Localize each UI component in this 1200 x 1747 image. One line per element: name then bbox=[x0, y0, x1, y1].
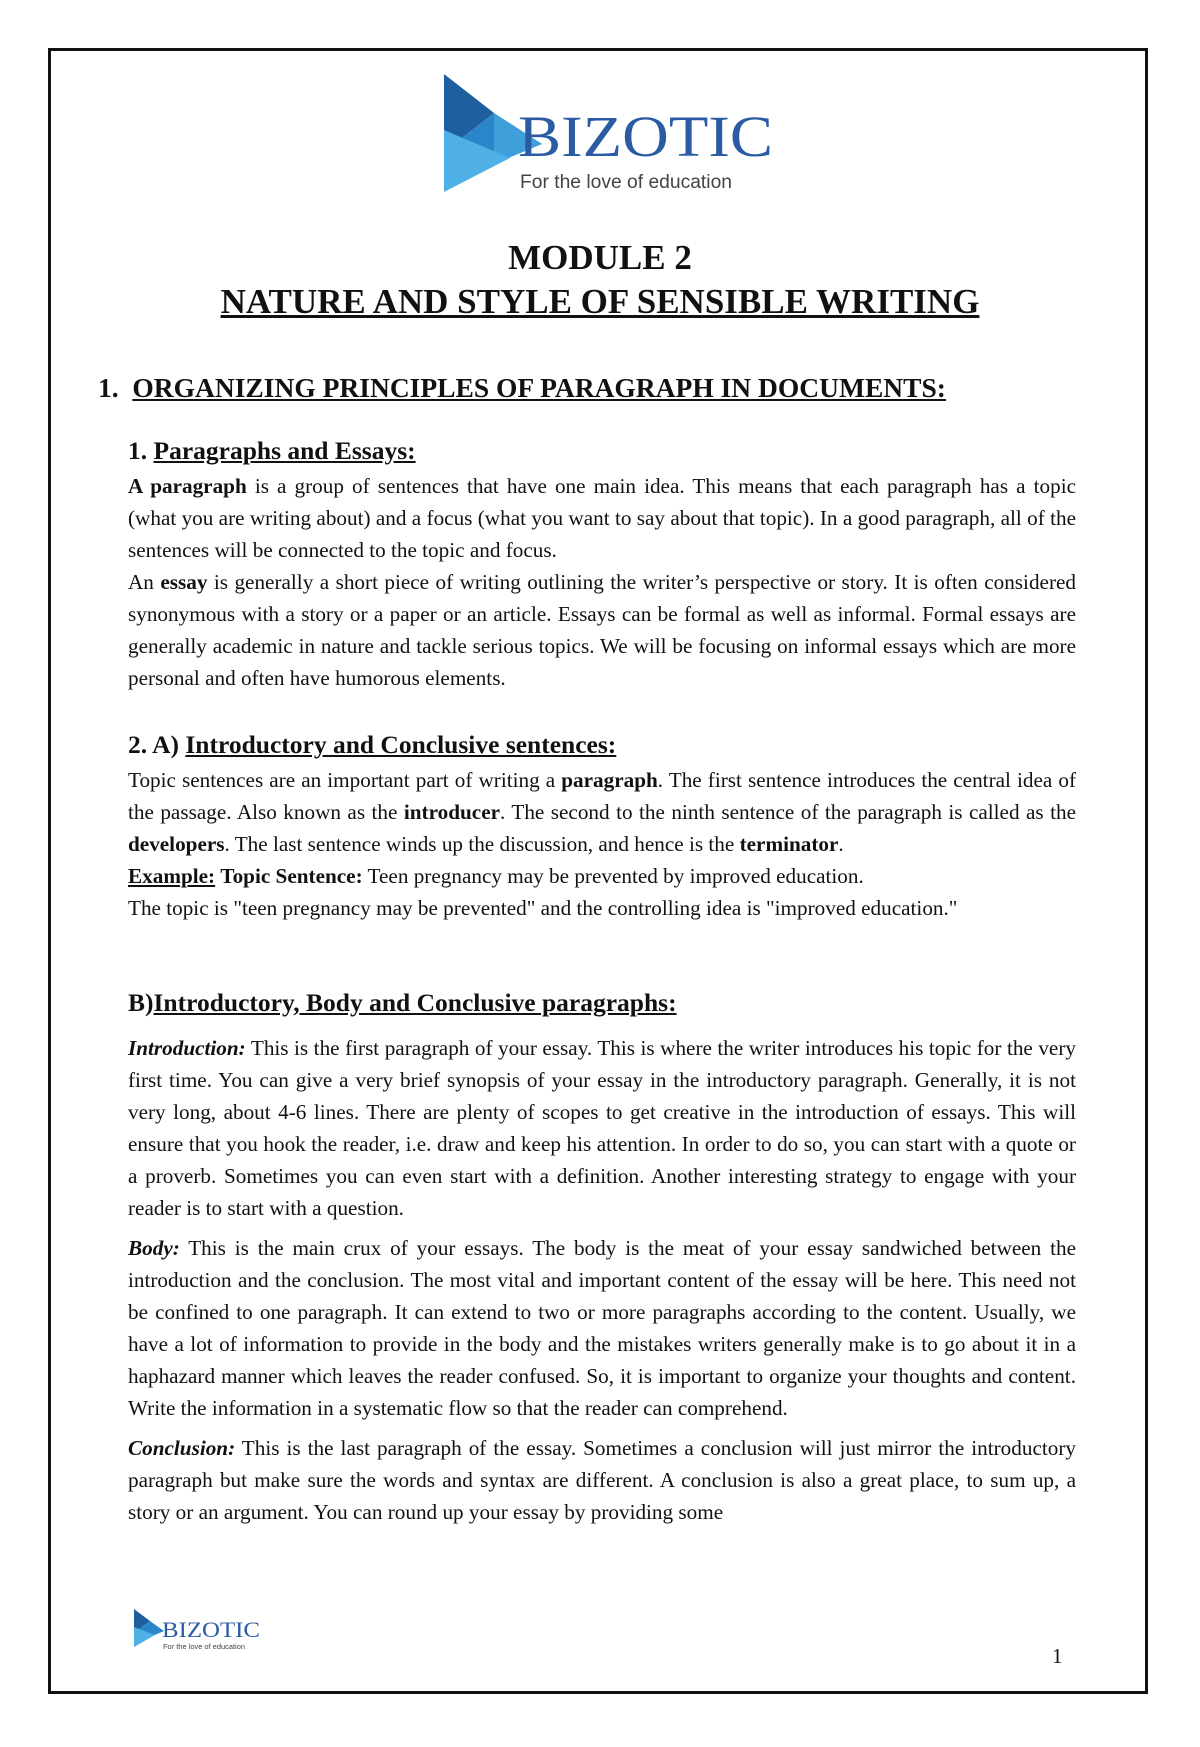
section-number: 1. bbox=[98, 372, 119, 403]
topic-sentences-body bbox=[128, 764, 1076, 924]
subheading-number: 2. A) bbox=[128, 730, 179, 759]
subheading-title: Introductory, Body and Conclusive paragraphs: bbox=[153, 988, 677, 1017]
essay-definition: An essay is generally a short piece of writing outlining the writer’s perspective or story. It is often considered synonymous with a story or a paper or an article. Essays can be formal as well as informal. Formal essays are generally academic in nature and tackle serious topics. We will be focusing on informal essays which are more personal and often have humorous elements. bbox=[128, 570, 1076, 690]
example-line: Example: Topic Sentence: Teen pregnancy may be prevented by improved education. bbox=[128, 864, 864, 888]
section-heading bbox=[98, 372, 946, 404]
footer-logo-wordmark: BIZOTIC bbox=[162, 1617, 260, 1642]
logo-tagline: For the love of education bbox=[520, 172, 732, 193]
paragraph-types-body bbox=[128, 1032, 1076, 1528]
subheading-intro-conclusive-sentences bbox=[128, 730, 616, 760]
body-paragraph: Body: This is the main crux of your essays. The body is the meat of your essay sandwiched between the introduction and the conclusion. The most vital and important content of the essay will be here. This need not be confined to one paragraph. It can extend to two or more paragraphs according to the content. Usually, we have a lot of information to provide in the body and the mistakes writers generally make is to go about it in a haphazard manner which leaves the reader confused. So, it is important to organize your thoughts and content. Write the information in a systematic flow so that the reader can comprehend. bbox=[128, 1236, 1076, 1420]
subheading-title: Introductory and Conclusive sentences: bbox=[185, 730, 617, 759]
module-number: MODULE 2 bbox=[508, 238, 692, 277]
page-number: 1 bbox=[1052, 1644, 1063, 1668]
logo-wordmark: BIZOTIC bbox=[518, 104, 773, 169]
subheading-intro-body-conclusive-paragraphs bbox=[128, 988, 677, 1018]
introduction-paragraph: Introduction: This is the first paragraph of your essay. This is where the writer introduces his topic for the very first time. You can give a very brief synopsis of your essay in the introductory paragraph. Generally, it is not very long, about 4-6 lines. There are plenty of scopes to get creative in the introduction of essays. This will ensure that you hook the reader, i.e. draw and keep his attention. In order to do so, you can start with a quote or a proverb. Sometimes you can even start with a definition. Another interesting strategy to engage with your reader is to start with a question. bbox=[128, 1036, 1076, 1220]
conclusion-paragraph: Conclusion: This is the last paragraph of the essay. Sometimes a conclusion will just mirror the introductory paragraph but make sure the words and syntax are different. A conclusion is also a great place, to sum up, a story or an argument. You can round up your essay by providing some bbox=[128, 1436, 1076, 1524]
subheading-title: Paragraphs and Essays: bbox=[153, 436, 416, 465]
subheading-paragraphs-essays bbox=[128, 436, 416, 466]
topic-sentences-paragraph: Topic sentences are an important part of writing a paragraph. The first sentence introduces the central idea of the passage. Also known as the introducer. The second to the ninth sentence of the paragraph is called as the developers. The last sentence winds up the discussion, and hence is the terminator. bbox=[128, 768, 1077, 856]
footer-logo-play-icon bbox=[134, 1609, 164, 1647]
bizotic-logo bbox=[432, 62, 784, 230]
footer-bizotic-logo bbox=[130, 1605, 270, 1657]
section-title: ORGANIZING PRINCIPLES OF PARAGRAPH IN DOCUMENTS: bbox=[132, 372, 946, 403]
paragraph-definition: A paragraph is a group of sentences that have one main idea. This means that each paragraph has a topic (what you are writing about) and a focus (what you want to say about that topic). In a good paragraph, all of the sentences will be connected to the topic and focus. bbox=[128, 474, 1076, 562]
page-title: NATURE AND STYLE OF SENSIBLE WRITING bbox=[220, 282, 980, 321]
subheading-number: 1. bbox=[128, 436, 148, 465]
example-explanation: The topic is "teen pregnancy may be prevented" and the controlling idea is "improved education." bbox=[128, 896, 958, 920]
paragraphs-essays-body bbox=[128, 470, 1076, 694]
footer-logo-tagline: For the love of education bbox=[163, 1644, 246, 1651]
subheading-number: B) bbox=[128, 988, 154, 1017]
